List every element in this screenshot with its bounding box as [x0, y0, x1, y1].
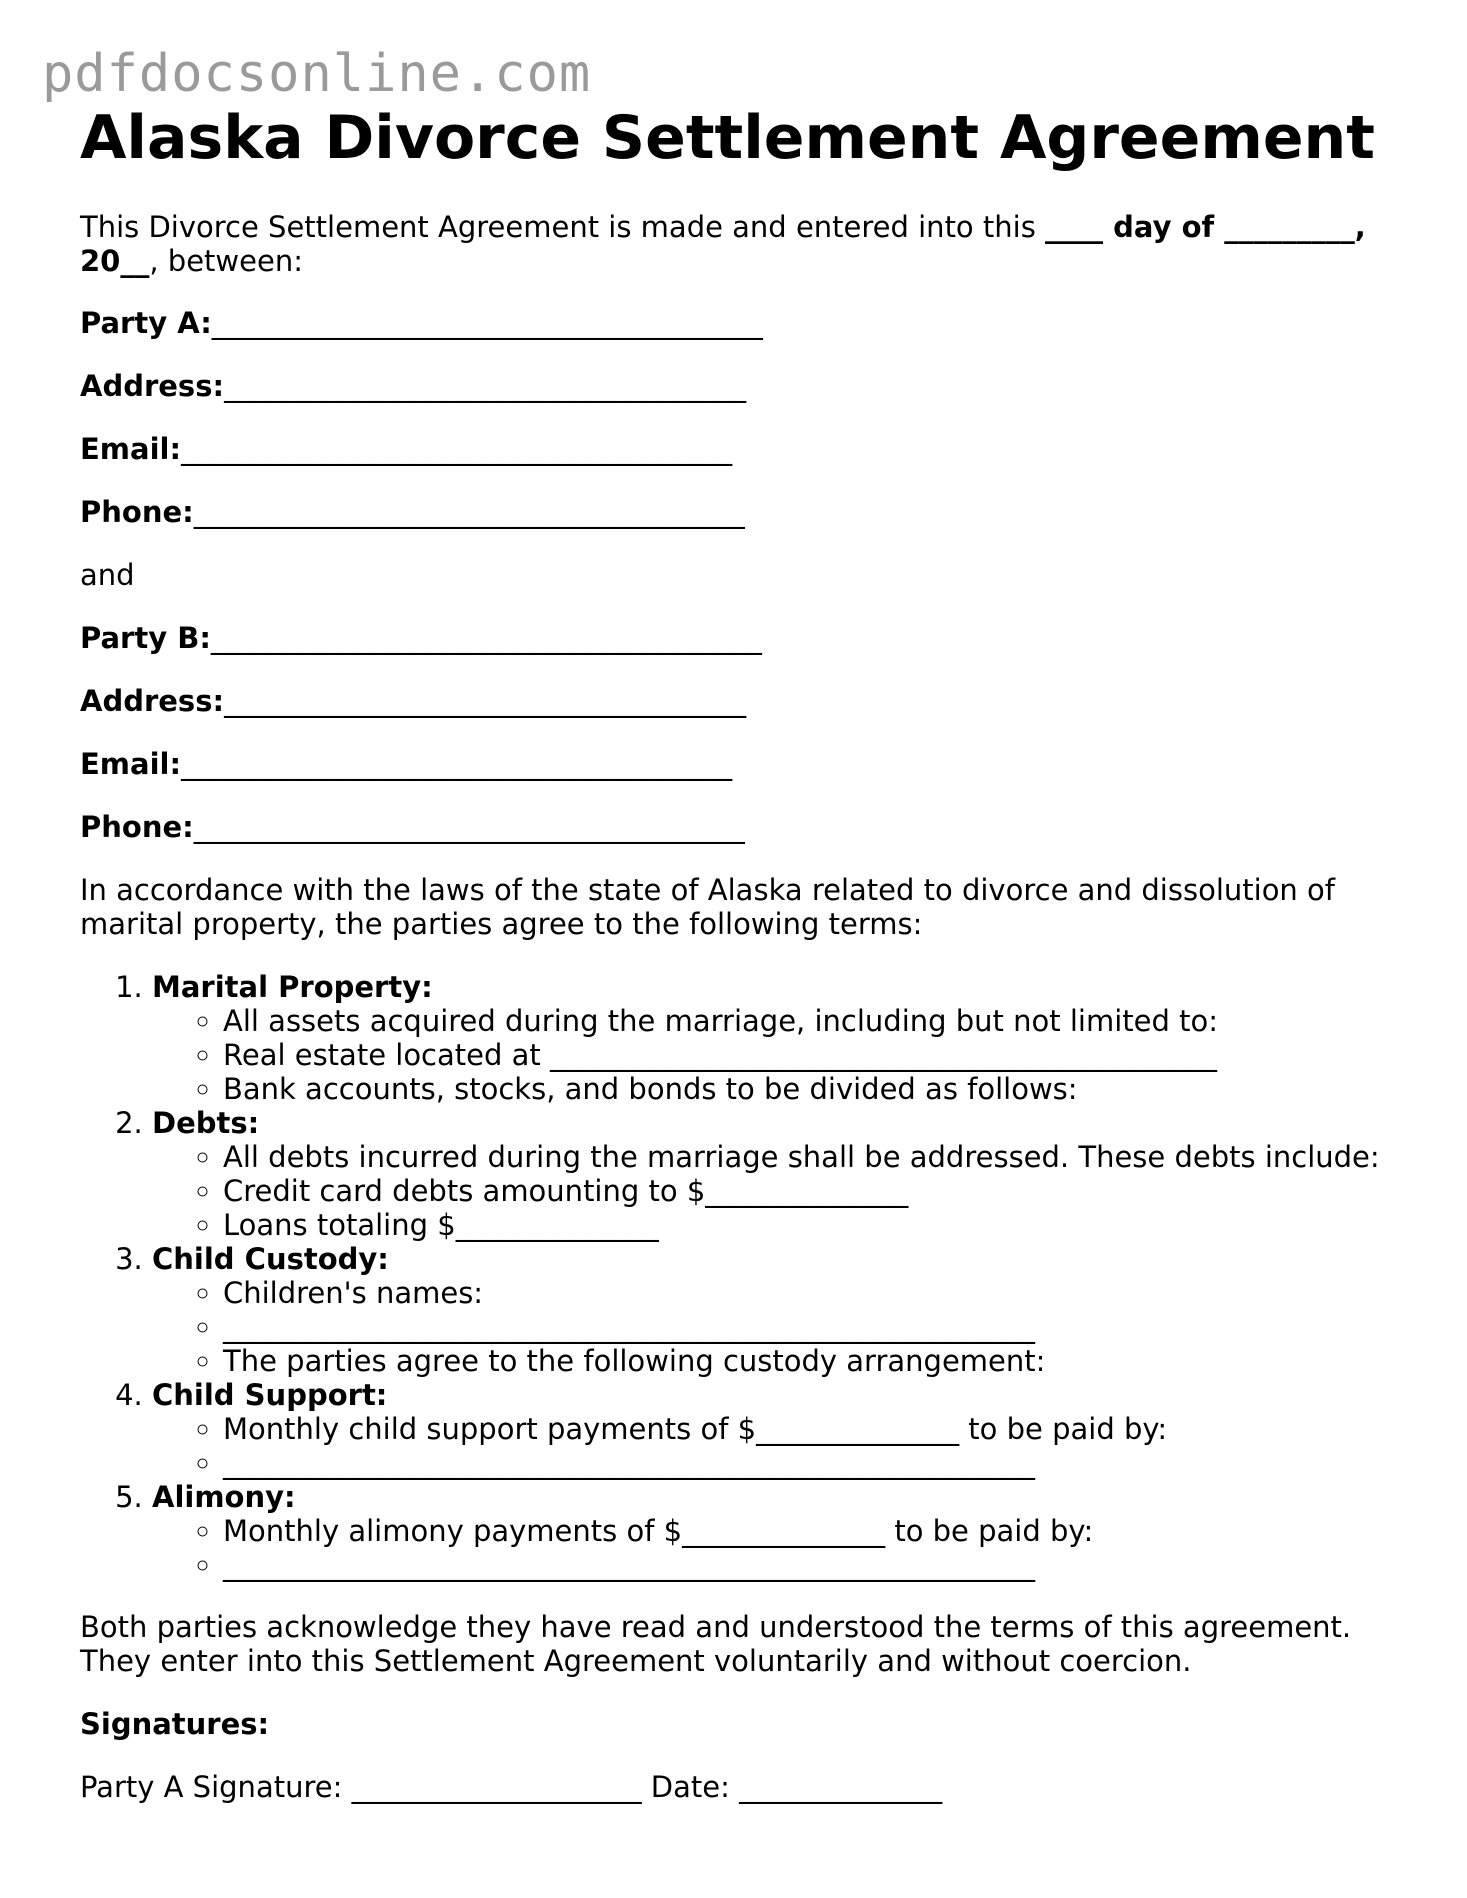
date-blank[interactable]: ______________	[739, 1770, 943, 1804]
list-item[interactable]: ◦ ________________________________________________________	[223, 1310, 1400, 1344]
term-heading: Marital Property:	[152, 970, 433, 1004]
party-a-email-label: Email:	[80, 432, 182, 466]
list-item[interactable]: ◦ Monthly child support payments of $______________ to be paid by:	[223, 1412, 1400, 1446]
list-item[interactable]: ◦ Real estate located at ______________________________________________	[223, 1038, 1400, 1072]
acknowledgement: Both parties acknowledge they have read and understood the terms of this agreement. They enter into this Settlement Agreement voluntarily and without coercion.	[80, 1610, 1352, 1678]
party-b-email-blank[interactable]: ______________________________________	[181, 747, 733, 781]
party-a-name-label: Party A:	[80, 306, 212, 340]
list-item[interactable]: ◦ Monthly alimony payments of $______________ to be paid by:	[223, 1514, 1400, 1548]
party-b-address-blank[interactable]: ____________________________________	[224, 684, 747, 718]
terms-list	[80, 970, 1400, 1582]
party-b-address-label: Address:	[80, 684, 225, 718]
list-item[interactable]: ◦ Credit card debts amounting to $______________	[223, 1174, 1400, 1208]
party-a-phone-field	[80, 495, 1400, 529]
party-a-address-field	[80, 369, 1400, 403]
term-heading: Child Custody:	[152, 1242, 389, 1276]
term-debts	[152, 1106, 1400, 1242]
party-a-phone-label: Phone:	[80, 495, 194, 529]
party-b-email-field	[80, 747, 1400, 781]
party-a-phone-blank[interactable]: ______________________________________	[193, 495, 745, 529]
party-a-signature-line	[80, 1770, 1400, 1804]
party-a-address-label: Address:	[80, 369, 225, 403]
term-child-support	[152, 1378, 1400, 1480]
term-heading: Child Support:	[152, 1378, 388, 1412]
list-item: ◦ Bank accounts, stocks, and bonds to be divided as follows:	[223, 1072, 1400, 1106]
party-b-name-blank[interactable]: ______________________________________	[210, 621, 762, 655]
term-alimony	[152, 1480, 1400, 1582]
document-body	[80, 210, 1400, 1804]
intro-date-blank[interactable]: ____ day of _________,	[1045, 210, 1366, 244]
party-b-address-field	[80, 684, 1400, 718]
list-item: ◦ The parties agree to the following custody arrangement:	[223, 1344, 1400, 1378]
party-b-email-label: Email:	[80, 747, 182, 781]
party-a-email-field	[80, 432, 1400, 466]
party-a-address-blank[interactable]: ____________________________________	[224, 369, 747, 403]
list-item[interactable]: ◦ ________________________________________________________	[223, 1446, 1400, 1480]
signatures-heading: Signatures:	[80, 1707, 270, 1741]
list-item[interactable]: ◦ ________________________________________________________	[223, 1548, 1400, 1582]
list-item: ◦ Children's names:	[223, 1276, 1400, 1310]
term-heading: Alimony:	[152, 1480, 296, 1514]
document-title: Alaska Divorce Settlement Agreement	[80, 103, 1375, 173]
date-label: Date:	[641, 1770, 740, 1804]
term-marital-property	[152, 970, 1400, 1106]
party-a-name-blank[interactable]: ______________________________________	[211, 306, 763, 340]
term-heading: Debts:	[152, 1106, 260, 1140]
list-item: ◦ All assets acquired during the marriage, including but not limited to:	[223, 1004, 1400, 1038]
terms-intro: In accordance with the laws of the state of Alaska related to divorce and dissolution of marital property, the parties agree to the following terms:	[80, 873, 1335, 941]
intro-text: This Divorce Settlement Agreement is made and entered into this	[80, 210, 1046, 244]
party-b-phone-field	[80, 810, 1400, 844]
list-item: ◦ All debts incurred during the marriage shall be addressed. These debts include:	[223, 1140, 1400, 1174]
party-b-name-field	[80, 621, 1400, 655]
party-b-name-label: Party B:	[80, 621, 211, 655]
term-sublist	[152, 1140, 1400, 1242]
term-sublist	[152, 1514, 1400, 1582]
party-b-phone-label: Phone:	[80, 810, 194, 844]
and-text: and	[80, 558, 135, 592]
intro-year-blank[interactable]: 20__	[80, 244, 150, 278]
party-a-email-blank[interactable]: ______________________________________	[181, 432, 733, 466]
term-sublist	[152, 1004, 1400, 1106]
watermark: pdfdocsonline.com	[42, 44, 592, 104]
intro-between: , between:	[149, 244, 303, 278]
party-a-signature-blank[interactable]: ____________________	[351, 1770, 642, 1804]
term-sublist	[152, 1276, 1400, 1378]
term-child-custody	[152, 1242, 1400, 1378]
party-b-phone-blank[interactable]: ______________________________________	[193, 810, 745, 844]
party-a-name-field	[80, 306, 1400, 340]
party-a-signature-label: Party A Signature:	[80, 1770, 352, 1804]
list-item[interactable]: ◦ Loans totaling $______________	[223, 1208, 1400, 1242]
intro-paragraph	[80, 210, 1400, 278]
term-sublist	[152, 1412, 1400, 1480]
